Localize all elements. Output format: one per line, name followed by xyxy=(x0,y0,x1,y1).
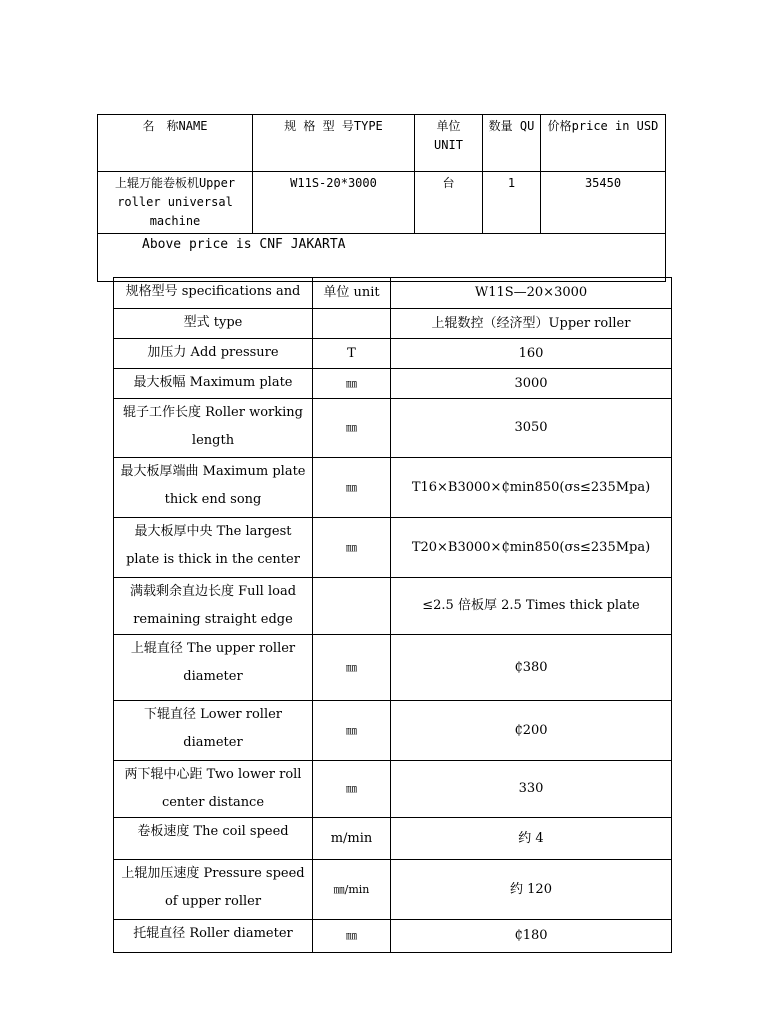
spec-table xyxy=(113,277,672,953)
spec-unit xyxy=(313,309,391,339)
spec-label: 型式 type xyxy=(114,309,313,339)
spec-label: 上辊直径 The upper roller diameter xyxy=(114,635,313,701)
spec-unit xyxy=(313,578,391,635)
spec-label: 最大板厚端曲 Maximum plate thick end song xyxy=(114,458,313,518)
header-unit: 单位 UNIT xyxy=(415,115,483,172)
spec-value: ₵200 xyxy=(391,701,672,761)
spec-row xyxy=(114,369,672,399)
item-price: 35450 xyxy=(541,172,666,234)
spec-label: 下辊直径 Lower roller diameter xyxy=(114,701,313,761)
spec-label: 卷板速度 The coil speed xyxy=(114,818,313,860)
spec-unit: ㎜ xyxy=(313,920,391,953)
spec-label: 辊子工作长度 Roller working length xyxy=(114,399,313,458)
spec-row xyxy=(114,920,672,953)
spec-value: 约 120 xyxy=(391,860,672,920)
spec-row xyxy=(114,818,672,860)
spec-unit: ㎜ xyxy=(313,635,391,701)
spec-value: T20×B3000×₵min850(σs≤235Mpa) xyxy=(391,518,672,578)
spec-label: 最大板厚中央 The largest plate is thick in the center xyxy=(114,518,313,578)
spec-unit: ㎜ xyxy=(313,458,391,518)
spec-unit: T xyxy=(313,339,391,369)
spec-label: 满载剩余直边长度 Full load remaining straight edge xyxy=(114,578,313,635)
spec-unit: ㎜ xyxy=(313,518,391,578)
spec-label: 最大板幅 Maximum plate xyxy=(114,369,313,399)
item-unit: 台 xyxy=(415,172,483,234)
spec-unit: ㎜/min xyxy=(313,860,391,920)
spec-label: 上辊加压速度 Pressure speed of upper roller xyxy=(114,860,313,920)
spec-row xyxy=(114,701,672,761)
spec-value: ₵380 xyxy=(391,635,672,701)
spec-row xyxy=(114,635,672,701)
price-note-row xyxy=(98,234,666,282)
spec-label: 加压力 Add pressure xyxy=(114,339,313,369)
spec-unit: ㎜ xyxy=(313,761,391,818)
header-type: 规 格 型 号TYPE xyxy=(253,115,415,172)
spec-row xyxy=(114,458,672,518)
spec-label: 两下辊中心距 Two lower roll center distance xyxy=(114,761,313,818)
spec-row xyxy=(114,339,672,369)
spec-value: 3050 xyxy=(391,399,672,458)
item-type: W11S-20*3000 xyxy=(253,172,415,234)
spec-unit: 单位 unit xyxy=(313,278,391,309)
price-note: Above price is CNF JAKARTA xyxy=(98,234,666,282)
spec-row xyxy=(114,761,672,818)
spec-value: W11S—20×3000 xyxy=(391,278,672,309)
price-header-row xyxy=(98,115,666,172)
item-name: 上辊万能卷板机Upper roller universal machine xyxy=(98,172,253,234)
spec-unit: ㎜ xyxy=(313,701,391,761)
header-price: 价格price in USD xyxy=(541,115,666,172)
spec-unit: ㎜ xyxy=(313,399,391,458)
spec-value: 上辊数控（经济型）Upper roller xyxy=(391,309,672,339)
spec-row xyxy=(114,518,672,578)
header-name: 名 称NAME xyxy=(98,115,253,172)
spec-row xyxy=(114,860,672,920)
spec-label: 规格型号 specifications and xyxy=(114,278,313,309)
spec-row xyxy=(114,578,672,635)
spec-unit: m/min xyxy=(313,818,391,860)
spec-label: 托辊直径 Roller diameter xyxy=(114,920,313,953)
price-table xyxy=(97,114,666,282)
spec-value: T16×B3000×₵min850(σs≤235Mpa) xyxy=(391,458,672,518)
spec-value: 约 4 xyxy=(391,818,672,860)
spec-value: 160 xyxy=(391,339,672,369)
header-qty: 数量 QU xyxy=(483,115,541,172)
price-item-row xyxy=(98,172,666,234)
spec-row xyxy=(114,309,672,339)
spec-row xyxy=(114,278,672,309)
spec-value: ₵180 xyxy=(391,920,672,953)
item-qty: 1 xyxy=(483,172,541,234)
spec-value: ≤2.5 倍板厚 2.5 Times thick plate xyxy=(391,578,672,635)
spec-value: 330 xyxy=(391,761,672,818)
spec-row xyxy=(114,399,672,458)
spec-value: 3000 xyxy=(391,369,672,399)
spec-unit: ㎜ xyxy=(313,369,391,399)
